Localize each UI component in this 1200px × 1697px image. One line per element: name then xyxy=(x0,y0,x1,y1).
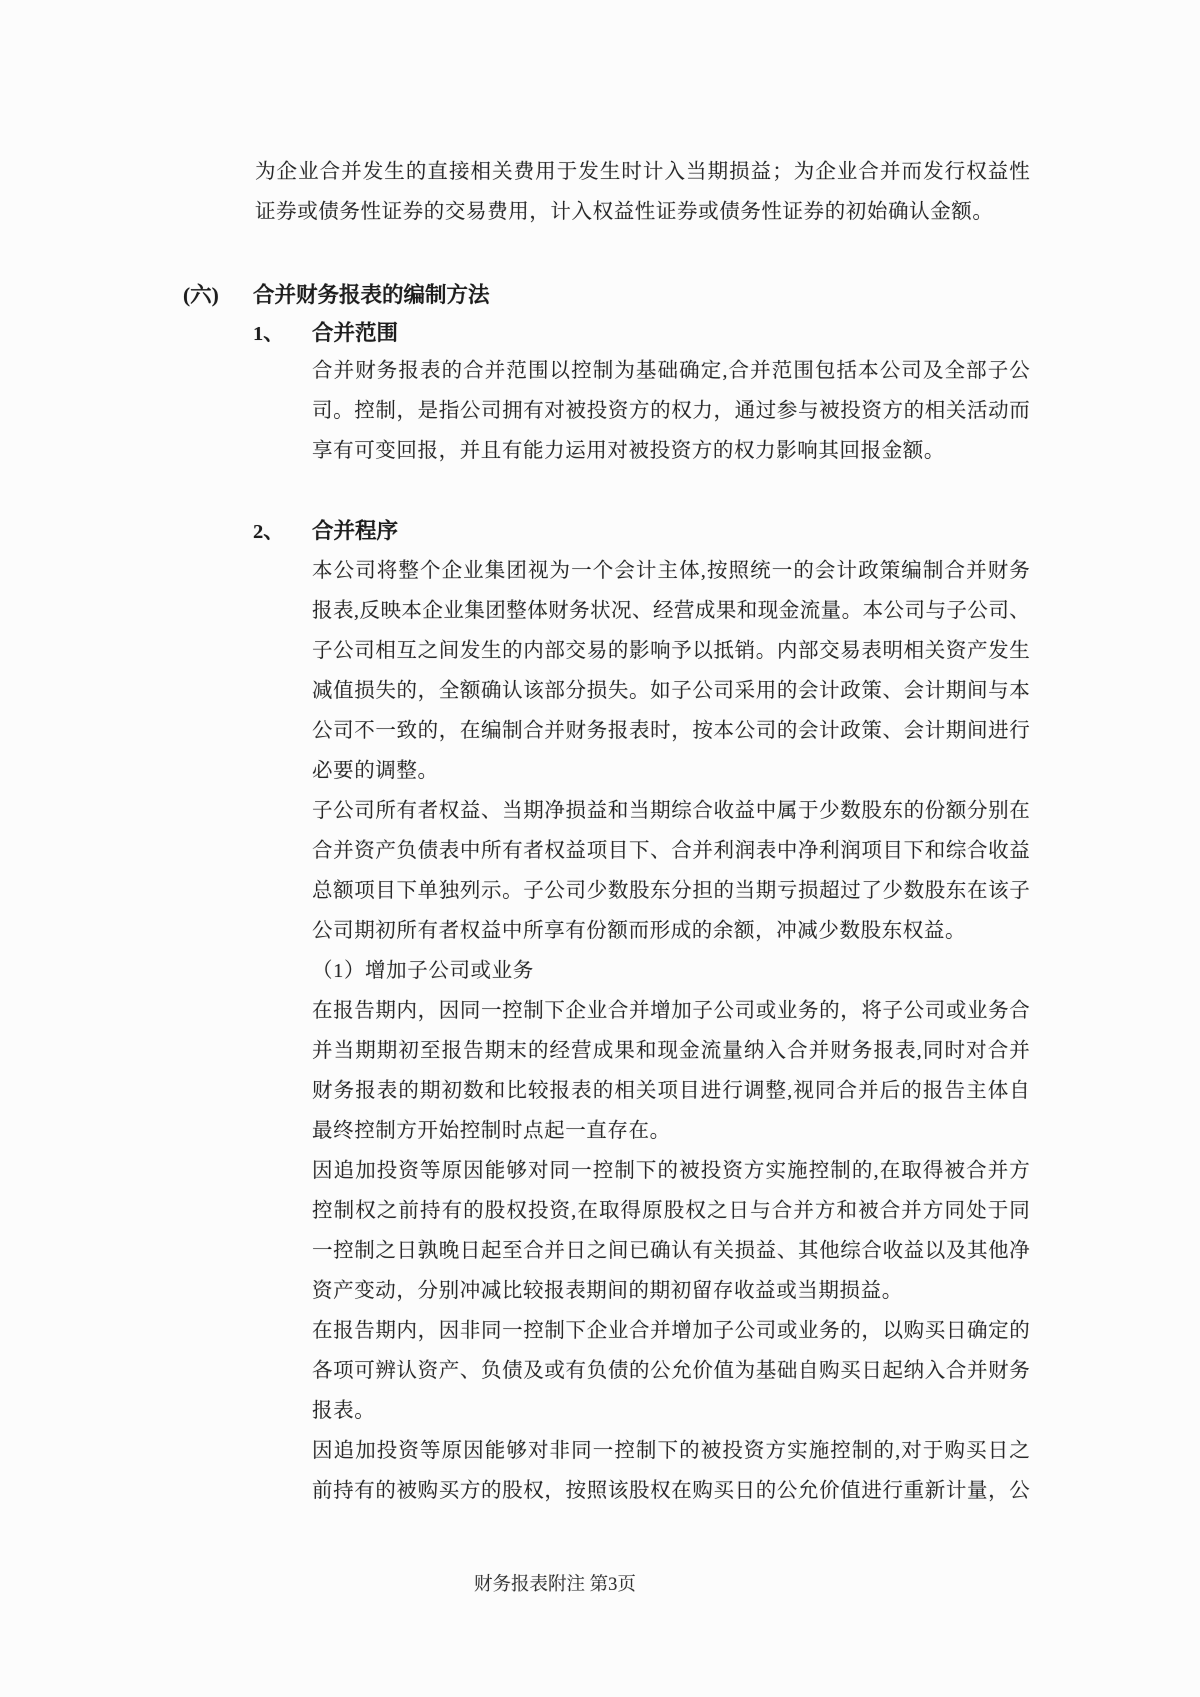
text-line: 报表,反映本企业集团整体财务状况、经营成果和现金流量。本公司与子公司、 xyxy=(312,600,1030,622)
subsection-title: 合并范围 xyxy=(312,321,399,345)
page-footer: 财务报表附注 第3页 xyxy=(474,1575,636,1595)
text-line: 前持有的被购买方的股权，按照该股权在购买日的公允价值进行重新计量，公 xyxy=(312,1480,1030,1502)
text-line: 合并资产负债表中所有者权益项目下、合并利润表中净利润项目下和综合收益 xyxy=(312,840,1030,862)
text-line: 控制权之前持有的股权投资,在取得原股权之日与合并方和被合并方同处于同 xyxy=(312,1200,1030,1222)
subsection-1-heading xyxy=(253,313,398,353)
text-line: 为企业合并发生的直接相关费用于发生时计入当期损益；为企业合并而发行权益性 xyxy=(255,161,1030,183)
text-line: 并当期期初至报告期末的经营成果和现金流量纳入合并财务报表,同时对合并 xyxy=(312,1040,1030,1062)
text-line: 享有可变回报，并且有能力运用对被投资方的权力影响其回报金额。 xyxy=(312,440,945,462)
text-line: 报表。 xyxy=(312,1400,376,1422)
text-line: 在报告期内，因非同一控制下企业合并增加子公司或业务的，以购买日确定的 xyxy=(312,1320,1030,1342)
section-label: (六) xyxy=(183,283,219,307)
text-line: 资产变动，分别冲减比较报表期间的期初留存收益或当期损益。 xyxy=(312,1280,903,1302)
subsection-2-body xyxy=(312,551,1030,1511)
text-line: 子公司所有者权益、当期净损益和当期综合收益中属于少数股东的份额分别在 xyxy=(312,800,1030,822)
subsection-2-heading xyxy=(253,511,398,551)
text-line: 财务报表的期初数和比较报表的相关项目进行调整,视同合并后的报告主体自 xyxy=(312,1080,1030,1102)
list-item-heading: （1）增加子公司或业务 xyxy=(312,960,534,982)
subsection-number: 1、 xyxy=(253,323,284,345)
section-title: 合并财务报表的编制方法 xyxy=(253,283,490,307)
text-line: 公司期初所有者权益中所享有份额而形成的余额，冲减少数股东权益。 xyxy=(312,920,967,942)
intro-paragraph xyxy=(255,152,1030,232)
text-line: 因追加投资等原因能够对同一控制下的被投资方实施控制的,在取得被合并方 xyxy=(312,1160,1030,1182)
text-line: 司。控制，是指公司拥有对被投资方的权力，通过参与被投资方的相关活动而 xyxy=(312,400,1030,422)
text-line: 最终控制方开始控制时点起一直存在。 xyxy=(312,1120,671,1142)
text-line: 公司不一致的，在编制合并财务报表时，按本公司的会计政策、会计期间进行 xyxy=(312,720,1030,742)
subsection-1-body xyxy=(312,351,1030,471)
text-line: 减值损失的，全额确认该部分损失。如子公司采用的会计政策、会计期间与本 xyxy=(312,680,1030,702)
text-line: 本公司将整个企业集团视为一个会计主体,按照统一的会计政策编制合并财务 xyxy=(312,560,1030,582)
text-line: 必要的调整。 xyxy=(312,760,439,782)
text-line: 在报告期内，因同一控制下企业合并增加子公司或业务的，将子公司或业务合 xyxy=(312,1000,1030,1022)
subsection-number: 2、 xyxy=(253,521,284,543)
text-line: 子公司相互之间发生的内部交易的影响予以抵销。内部交易表明相关资产发生 xyxy=(312,640,1030,662)
text-line: 一控制之日孰晚日起至合并日之间已确认有关损益、其他综合收益以及其他净 xyxy=(312,1240,1030,1262)
text-line: 因追加投资等原因能够对非同一控制下的被投资方实施控制的,对于购买日之 xyxy=(312,1440,1030,1462)
text-line: 总额项目下单独列示。子公司少数股东分担的当期亏损超过了少数股东在该子 xyxy=(312,880,1030,902)
subsection-title: 合并程序 xyxy=(312,519,399,543)
section-heading xyxy=(183,275,490,315)
text-line: 合并财务报表的合并范围以控制为基础确定,合并范围包括本公司及全部子公 xyxy=(312,360,1030,382)
text-line: 证券或债务性证券的交易费用，计入权益性证券或债务性证券的初始确认金额。 xyxy=(255,201,994,223)
text-line: 各项可辨认资产、负债及或有负债的公允价值为基础自购买日起纳入合并财务 xyxy=(312,1360,1030,1382)
